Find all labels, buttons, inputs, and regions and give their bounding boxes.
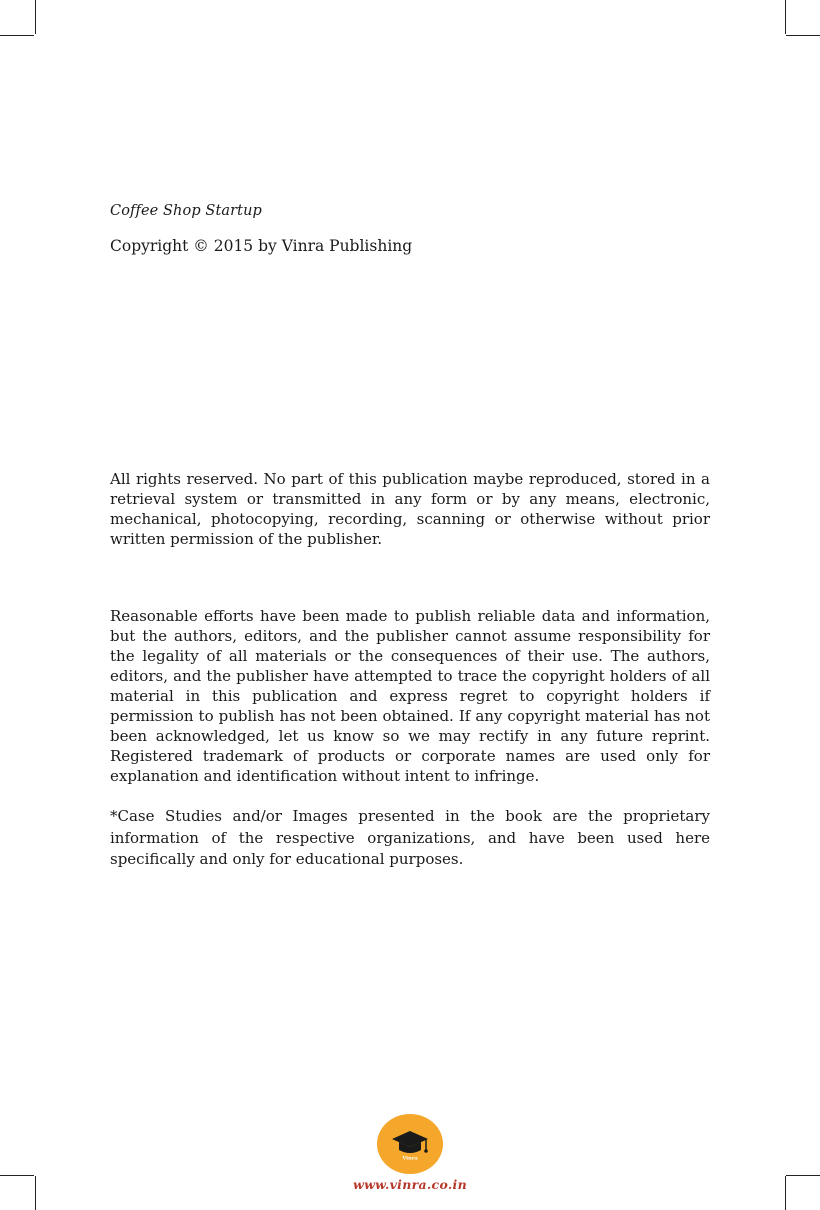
- publisher-logo: [377, 1114, 443, 1174]
- crop-mark-top-right-horizontal: [786, 35, 820, 36]
- website-url[interactable]: www.vinra.co.in: [353, 1177, 467, 1192]
- crop-mark-bottom-right-horizontal: [786, 1175, 820, 1176]
- graduation-cap-icon: [388, 1126, 432, 1162]
- crop-mark-bottom-left-vertical: [35, 1176, 36, 1210]
- copyright-line: Copyright © 2015 by Vinra Publishing: [110, 237, 413, 255]
- case-studies-paragraph: *Case Studies and/or Images presented in the book are the proprietary information of the respective organizations, and have been used here specifically and only for educational purposes.: [110, 807, 710, 868]
- disclaimer-paragraph: Reasonable efforts have been made to publish reliable data and information, but the authors, editors, and the publisher cannot assume responsibility for the legality of all materials or the consequences of their use. The authors, editors, and the publisher have attempted to trace the copyright holders of all material in this publication and express regret to copyright holders if permission to publish has not been obtained. If any copyright material has not been acknowledged, let us know so we may rectify in any future reprint. Registered trademark of products or corporate names are used only for explanation and identification without intent to infringe.: [110, 607, 710, 785]
- book-title: Coffee Shop Startup: [110, 203, 262, 219]
- rights-reserved-paragraph: All rights reserved. No part of this publication maybe reproduced, stored in a retrieval system or transmitted in any form or by any means, electronic, mechanical, photocopying, recording, scanning or otherwise without prior written permission of the publisher.: [110, 470, 710, 548]
- crop-mark-top-left-vertical: [35, 0, 36, 34]
- logo-text: Vinra: [402, 1155, 418, 1162]
- crop-mark-bottom-left-horizontal: [0, 1175, 34, 1176]
- crop-mark-top-right-vertical: [785, 0, 786, 34]
- crop-mark-top-left-horizontal: [0, 35, 34, 36]
- crop-mark-bottom-right-vertical: [785, 1176, 786, 1210]
